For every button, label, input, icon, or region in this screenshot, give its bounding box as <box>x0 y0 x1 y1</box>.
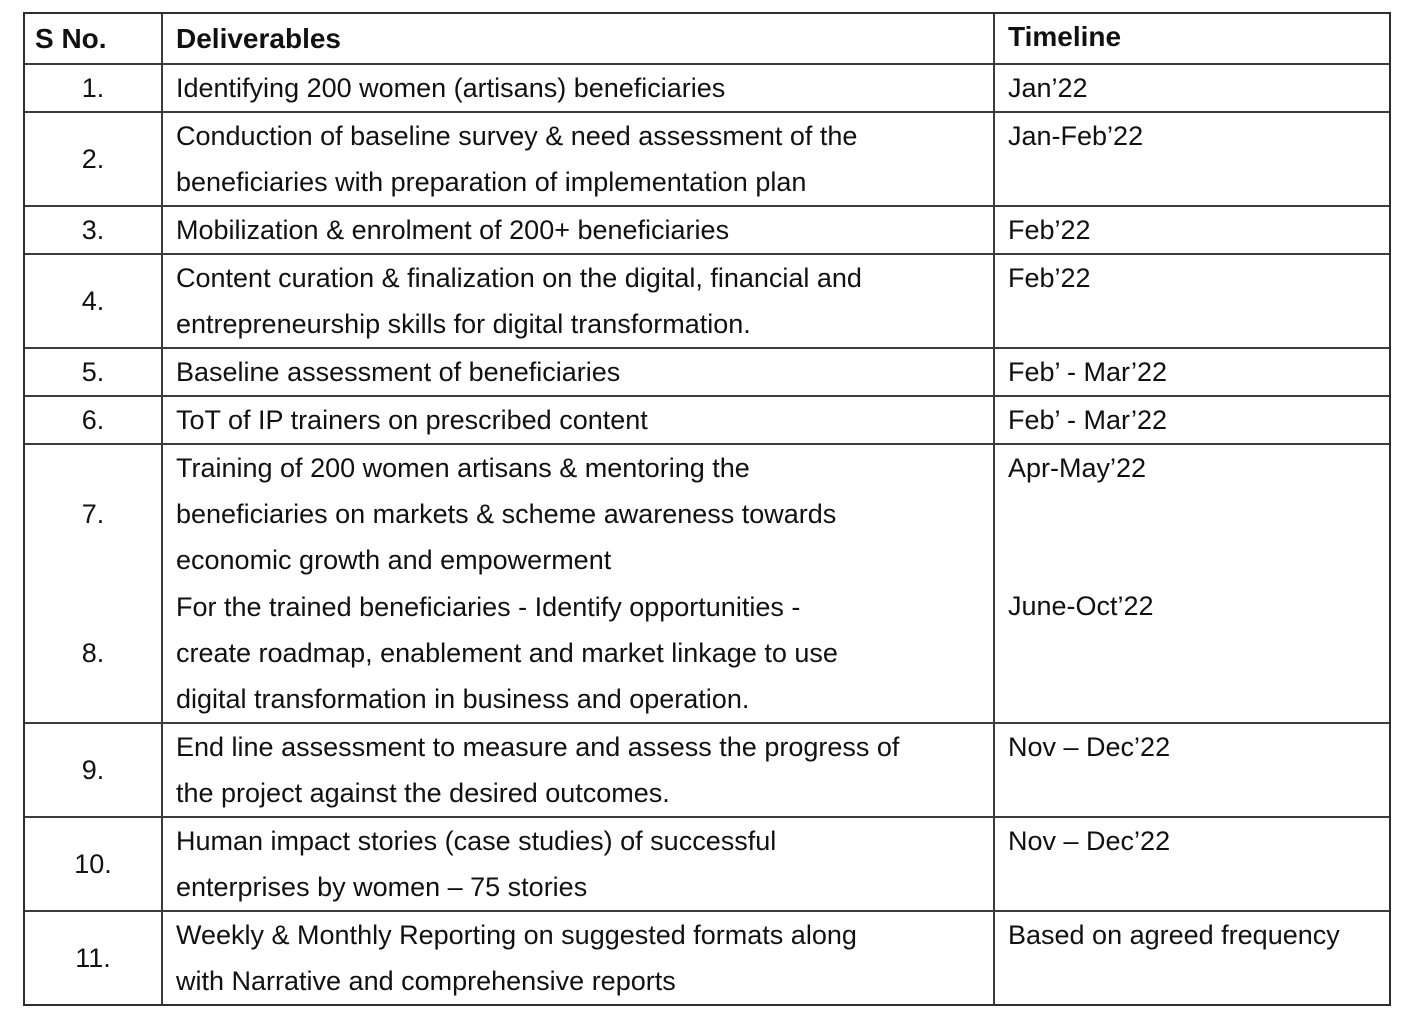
row-9-deliverable: End line assessment to measure and assess the progress of the project against the desired outcomes. <box>163 724 995 816</box>
row-8-deliverable: For the trained beneficiaries - Identify opportunities - create roadmap, enablement and market linkage to use digital transformation in business and operation. <box>163 583 995 722</box>
row-2-deliverable: Conduction of baseline survey & need assessment of the beneficiaries with preparation of implementation plan <box>163 113 995 205</box>
table-row-11 <box>25 910 1389 1004</box>
row-8-timeline-text: June-Oct’22 <box>1008 591 1154 621</box>
header-deliverables <box>163 14 995 63</box>
row-7-sno-text: 7. <box>81 499 105 529</box>
row-3-timeline-text: Feb’22 <box>1008 215 1091 245</box>
row-6-timeline <box>995 397 1389 443</box>
row-1-deliverable: Identifying 200 women (artisans) beneficiaries <box>163 65 995 111</box>
row-1-timeline <box>995 65 1389 111</box>
row-11-deliverable: Weekly & Monthly Reporting on suggested formats along with Narrative and comprehensive reports <box>163 912 995 1004</box>
row-6-sno <box>25 397 163 443</box>
row-7-timeline <box>995 445 1389 583</box>
row-4-timeline <box>995 255 1389 347</box>
row-10-sno <box>25 818 163 910</box>
row-1-sno <box>25 65 163 111</box>
header-sno <box>25 14 163 63</box>
table-row-7 <box>25 443 1389 583</box>
row-3-timeline <box>995 207 1389 253</box>
row-10-deliverable: Human impact stories (case studies) of successful enterprises by women – 75 stories <box>163 818 995 910</box>
row-3-sno <box>25 207 163 253</box>
row-3-sno-text: 3. <box>81 215 105 245</box>
row-2-timeline <box>995 113 1389 205</box>
row-8-sno <box>25 583 163 722</box>
row-7-deliverable: Training of 200 women artisans & mentoring the beneficiaries on markets & scheme awareness towards economic growth and empowerment <box>163 445 995 583</box>
row-1-timeline-text: Jan’22 <box>1008 73 1088 103</box>
row-10-sno-text: 10. <box>74 849 112 879</box>
row-6-timeline-text: Feb’ - Mar’22 <box>1008 405 1168 435</box>
row-7-sno <box>25 445 163 583</box>
row-1-sno-text: 1. <box>81 73 105 103</box>
table-header-row <box>25 14 1389 63</box>
deliverables-timeline-table <box>23 12 1391 1006</box>
row-6-sno-text: 6. <box>81 405 105 435</box>
table-row-1 <box>25 63 1389 111</box>
row-4-sno-text: 4. <box>81 286 105 316</box>
row-6-deliverable: ToT of IP trainers on prescribed content <box>163 397 995 443</box>
table-row-5 <box>25 347 1389 395</box>
row-4-sno <box>25 255 163 347</box>
row-11-timeline-text: Based on agreed frequency <box>1008 920 1340 950</box>
row-8-sno-text: 8. <box>81 637 105 668</box>
row-11-sno <box>25 912 163 1004</box>
row-7-timeline-text: Apr-May’22 <box>1008 453 1147 483</box>
table-row-3 <box>25 205 1389 253</box>
header-timeline <box>995 14 1389 63</box>
table-row-4 <box>25 253 1389 347</box>
row-2-timeline-text: Jan-Feb’22 <box>1008 121 1144 151</box>
table-row-2 <box>25 111 1389 205</box>
header-deliverables-label: Deliverables <box>176 22 341 54</box>
row-5-timeline-text: Feb’ - Mar’22 <box>1008 357 1168 387</box>
row-5-timeline <box>995 349 1389 395</box>
table-row-6 <box>25 395 1389 443</box>
row-11-timeline <box>995 912 1389 1004</box>
row-10-timeline-text: Nov – Dec’22 <box>1008 826 1171 856</box>
row-5-sno <box>25 349 163 395</box>
table-row-10 <box>25 816 1389 910</box>
row-9-timeline <box>995 724 1389 816</box>
row-4-deliverable: Content curation & finalization on the digital, financial and entrepreneurship skills for digital transformation. <box>163 255 995 347</box>
row-2-sno-text: 2. <box>81 144 105 174</box>
row-9-sno-text: 9. <box>81 755 105 785</box>
row-9-sno <box>25 724 163 816</box>
row-5-deliverable: Baseline assessment of beneficiaries <box>163 349 995 395</box>
header-sno-label: S No. <box>35 22 107 54</box>
row-5-sno-text: 5. <box>81 357 105 387</box>
row-10-timeline <box>995 818 1389 910</box>
row-2-sno <box>25 113 163 205</box>
table-row-9 <box>25 722 1389 816</box>
row-3-deliverable: Mobilization & enrolment of 200+ beneficiaries <box>163 207 995 253</box>
row-11-sno-text: 11. <box>75 943 111 973</box>
row-4-timeline-text: Feb’22 <box>1008 263 1091 293</box>
table-row-8 <box>25 583 1389 722</box>
row-9-timeline-text: Nov – Dec’22 <box>1008 732 1171 762</box>
header-timeline-label: Timeline <box>1008 21 1122 52</box>
row-8-timeline <box>995 583 1389 722</box>
